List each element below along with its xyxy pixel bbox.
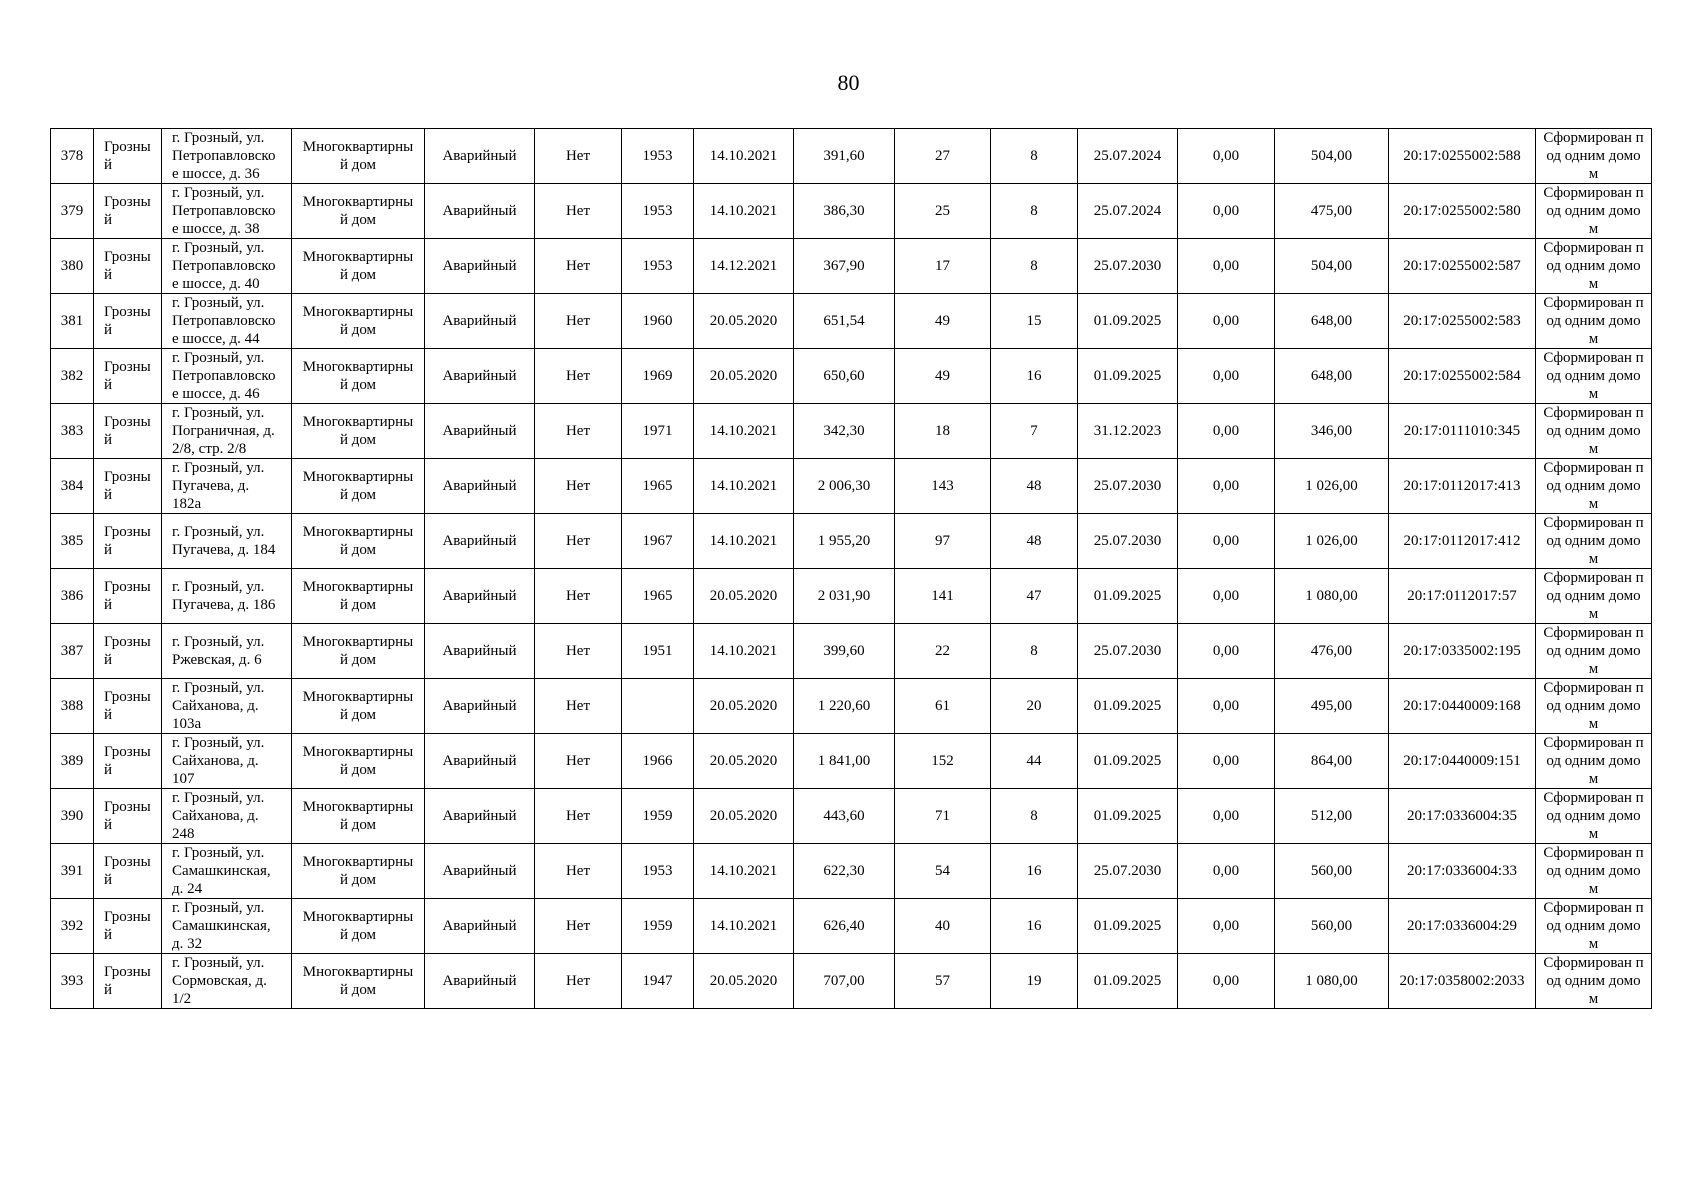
cadastral-number-cell: 20:17:0111010:345 xyxy=(1389,404,1536,459)
deadline-cell: 01.09.2025 xyxy=(1078,569,1178,624)
flag-cell: Нет xyxy=(535,569,622,624)
status-cell: Аварийный xyxy=(425,734,535,789)
value-a-cell: 0,00 xyxy=(1178,954,1275,1009)
area-cell: 399,60 xyxy=(794,624,895,679)
value-a-cell: 0,00 xyxy=(1178,569,1275,624)
recognition-date-cell: 14.10.2021 xyxy=(694,459,794,514)
year-cell: 1959 xyxy=(622,789,694,844)
flag-cell: Нет xyxy=(535,789,622,844)
cadastral-number-cell: 20:17:0255002:588 xyxy=(1389,129,1536,184)
residents-cell: 141 xyxy=(895,569,991,624)
deadline-cell: 25.07.2030 xyxy=(1078,514,1178,569)
table-row xyxy=(51,129,1652,184)
cadastral-number-cell: 20:17:0255002:587 xyxy=(1389,239,1536,294)
units-cell: 15 xyxy=(991,294,1078,349)
table-row xyxy=(51,789,1652,844)
recognition-date-cell: 20.05.2020 xyxy=(694,679,794,734)
city-cell: Грозный xyxy=(94,789,162,844)
status-cell: Аварийный xyxy=(425,294,535,349)
row-number: 381 xyxy=(51,294,94,349)
flag-cell: Нет xyxy=(535,514,622,569)
address-cell: г. Грозный, ул. Самашкинская, д. 24 xyxy=(162,844,292,899)
page-number: 80 xyxy=(837,70,860,95)
cadastral-number-cell: 20:17:0358002:2033 xyxy=(1389,954,1536,1009)
deadline-cell: 25.07.2030 xyxy=(1078,844,1178,899)
year-cell xyxy=(622,679,694,734)
value-b-cell: 560,00 xyxy=(1275,899,1389,954)
city-cell: Грозный xyxy=(94,349,162,404)
units-cell: 8 xyxy=(991,624,1078,679)
address-cell: г. Грозный, ул. Сайханова, д. 248 xyxy=(162,789,292,844)
note-cell: Сформирован под одним домом xyxy=(1536,899,1652,954)
value-a-cell: 0,00 xyxy=(1178,514,1275,569)
year-cell: 1965 xyxy=(622,459,694,514)
year-cell: 1959 xyxy=(622,899,694,954)
recognition-date-cell: 14.10.2021 xyxy=(694,899,794,954)
note-cell: Сформирован под одним домом xyxy=(1536,679,1652,734)
building-type-cell: Многоквартирный дом xyxy=(292,459,425,514)
area-cell: 626,40 xyxy=(794,899,895,954)
building-type-cell: Многоквартирный дом xyxy=(292,184,425,239)
table-row xyxy=(51,844,1652,899)
building-type-cell: Многоквартирный дом xyxy=(292,349,425,404)
table-row xyxy=(51,734,1652,789)
value-b-cell: 648,00 xyxy=(1275,294,1389,349)
area-cell: 367,90 xyxy=(794,239,895,294)
table-row xyxy=(51,184,1652,239)
note-cell: Сформирован под одним домом xyxy=(1536,294,1652,349)
value-b-cell: 1 026,00 xyxy=(1275,459,1389,514)
building-type-cell: Многоквартирный дом xyxy=(292,679,425,734)
flag-cell: Нет xyxy=(535,404,622,459)
cadastral-number-cell: 20:17:0440009:168 xyxy=(1389,679,1536,734)
residents-cell: 97 xyxy=(895,514,991,569)
city-cell: Грозный xyxy=(94,954,162,1009)
recognition-date-cell: 20.05.2020 xyxy=(694,954,794,1009)
address-cell: г. Грозный, ул. Пугачева, д. 184 xyxy=(162,514,292,569)
flag-cell: Нет xyxy=(535,239,622,294)
city-cell: Грозный xyxy=(94,734,162,789)
value-a-cell: 0,00 xyxy=(1178,679,1275,734)
residents-cell: 61 xyxy=(895,679,991,734)
value-b-cell: 1 080,00 xyxy=(1275,954,1389,1009)
area-cell: 650,60 xyxy=(794,349,895,404)
table-row xyxy=(51,954,1652,1009)
note-cell: Сформирован под одним домом xyxy=(1536,349,1652,404)
address-cell: г. Грозный, ул. Пугачева, д. 186 xyxy=(162,569,292,624)
status-cell: Аварийный xyxy=(425,184,535,239)
residents-cell: 57 xyxy=(895,954,991,1009)
recognition-date-cell: 20.05.2020 xyxy=(694,569,794,624)
status-cell: Аварийный xyxy=(425,679,535,734)
area-cell: 1 841,00 xyxy=(794,734,895,789)
units-cell: 44 xyxy=(991,734,1078,789)
year-cell: 1951 xyxy=(622,624,694,679)
deadline-cell: 01.09.2025 xyxy=(1078,899,1178,954)
note-cell: Сформирован под одним домом xyxy=(1536,404,1652,459)
table-row xyxy=(51,899,1652,954)
flag-cell: Нет xyxy=(535,624,622,679)
area-cell: 1 220,60 xyxy=(794,679,895,734)
units-cell: 8 xyxy=(991,789,1078,844)
status-cell: Аварийный xyxy=(425,899,535,954)
status-cell: Аварийный xyxy=(425,954,535,1009)
building-type-cell: Многоквартирный дом xyxy=(292,239,425,294)
residents-cell: 54 xyxy=(895,844,991,899)
address-cell: г. Грозный, ул. Пограничная, д. 2/8, стр. 2/8 xyxy=(162,404,292,459)
year-cell: 1960 xyxy=(622,294,694,349)
residents-cell: 25 xyxy=(895,184,991,239)
status-cell: Аварийный xyxy=(425,404,535,459)
address-cell: г. Грозный, ул. Сормовская, д. 1/2 xyxy=(162,954,292,1009)
flag-cell: Нет xyxy=(535,129,622,184)
units-cell: 20 xyxy=(991,679,1078,734)
year-cell: 1953 xyxy=(622,129,694,184)
row-number: 389 xyxy=(51,734,94,789)
row-number: 378 xyxy=(51,129,94,184)
value-a-cell: 0,00 xyxy=(1178,459,1275,514)
cadastral-number-cell: 20:17:0255002:584 xyxy=(1389,349,1536,404)
city-cell: Грозный xyxy=(94,239,162,294)
city-cell: Грозный xyxy=(94,844,162,899)
building-type-cell: Многоквартирный дом xyxy=(292,294,425,349)
building-type-cell: Многоквартирный дом xyxy=(292,404,425,459)
note-cell: Сформирован под одним домом xyxy=(1536,734,1652,789)
units-cell: 48 xyxy=(991,514,1078,569)
value-b-cell: 1 080,00 xyxy=(1275,569,1389,624)
value-a-cell: 0,00 xyxy=(1178,844,1275,899)
residents-cell: 71 xyxy=(895,789,991,844)
table-row xyxy=(51,679,1652,734)
year-cell: 1967 xyxy=(622,514,694,569)
deadline-cell: 01.09.2025 xyxy=(1078,954,1178,1009)
row-number: 382 xyxy=(51,349,94,404)
year-cell: 1969 xyxy=(622,349,694,404)
status-cell: Аварийный xyxy=(425,514,535,569)
flag-cell: Нет xyxy=(535,679,622,734)
deadline-cell: 01.09.2025 xyxy=(1078,349,1178,404)
deadline-cell: 31.12.2023 xyxy=(1078,404,1178,459)
residents-cell: 27 xyxy=(895,129,991,184)
value-a-cell: 0,00 xyxy=(1178,129,1275,184)
value-b-cell: 512,00 xyxy=(1275,789,1389,844)
value-b-cell: 864,00 xyxy=(1275,734,1389,789)
residents-cell: 49 xyxy=(895,349,991,404)
recognition-date-cell: 20.05.2020 xyxy=(694,294,794,349)
recognition-date-cell: 14.10.2021 xyxy=(694,404,794,459)
value-a-cell: 0,00 xyxy=(1178,184,1275,239)
deadline-cell: 01.09.2025 xyxy=(1078,294,1178,349)
status-cell: Аварийный xyxy=(425,789,535,844)
flag-cell: Нет xyxy=(535,899,622,954)
value-b-cell: 495,00 xyxy=(1275,679,1389,734)
building-type-cell: Многоквартирный дом xyxy=(292,514,425,569)
area-cell: 707,00 xyxy=(794,954,895,1009)
residents-cell: 18 xyxy=(895,404,991,459)
value-b-cell: 476,00 xyxy=(1275,624,1389,679)
cadastral-number-cell: 20:17:0440009:151 xyxy=(1389,734,1536,789)
recognition-date-cell: 14.10.2021 xyxy=(694,624,794,679)
table-row xyxy=(51,239,1652,294)
recognition-date-cell: 14.12.2021 xyxy=(694,239,794,294)
year-cell: 1953 xyxy=(622,184,694,239)
residents-cell: 17 xyxy=(895,239,991,294)
residents-cell: 49 xyxy=(895,294,991,349)
row-number: 380 xyxy=(51,239,94,294)
flag-cell: Нет xyxy=(535,844,622,899)
value-a-cell: 0,00 xyxy=(1178,789,1275,844)
deadline-cell: 25.07.2030 xyxy=(1078,624,1178,679)
year-cell: 1966 xyxy=(622,734,694,789)
value-a-cell: 0,00 xyxy=(1178,734,1275,789)
year-cell: 1947 xyxy=(622,954,694,1009)
status-cell: Аварийный xyxy=(425,459,535,514)
units-cell: 8 xyxy=(991,184,1078,239)
recognition-date-cell: 14.10.2021 xyxy=(694,514,794,569)
city-cell: Грозный xyxy=(94,624,162,679)
building-type-cell: Многоквартирный дом xyxy=(292,734,425,789)
year-cell: 1953 xyxy=(622,239,694,294)
flag-cell: Нет xyxy=(535,734,622,789)
city-cell: Грозный xyxy=(94,569,162,624)
cadastral-number-cell: 20:17:0255002:583 xyxy=(1389,294,1536,349)
value-a-cell: 0,00 xyxy=(1178,624,1275,679)
table-row xyxy=(51,459,1652,514)
table-body xyxy=(51,129,1652,1009)
units-cell: 48 xyxy=(991,459,1078,514)
value-a-cell: 0,00 xyxy=(1178,404,1275,459)
units-cell: 47 xyxy=(991,569,1078,624)
deadline-cell: 25.07.2024 xyxy=(1078,129,1178,184)
row-number: 390 xyxy=(51,789,94,844)
deadline-cell: 25.07.2024 xyxy=(1078,184,1178,239)
address-cell: г. Грозный, ул. Пугачева, д. 182а xyxy=(162,459,292,514)
table-row xyxy=(51,294,1652,349)
units-cell: 19 xyxy=(991,954,1078,1009)
building-type-cell: Многоквартирный дом xyxy=(292,844,425,899)
area-cell: 391,60 xyxy=(794,129,895,184)
row-number: 379 xyxy=(51,184,94,239)
value-a-cell: 0,00 xyxy=(1178,899,1275,954)
value-a-cell: 0,00 xyxy=(1178,349,1275,404)
residents-cell: 152 xyxy=(895,734,991,789)
address-cell: г. Грозный, ул. Петропавловское шоссе, д. 36 xyxy=(162,129,292,184)
row-number: 385 xyxy=(51,514,94,569)
value-a-cell: 0,00 xyxy=(1178,294,1275,349)
cadastral-number-cell: 20:17:0335002:195 xyxy=(1389,624,1536,679)
status-cell: Аварийный xyxy=(425,569,535,624)
cadastral-number-cell: 20:17:0112017:412 xyxy=(1389,514,1536,569)
flag-cell: Нет xyxy=(535,954,622,1009)
area-cell: 443,60 xyxy=(794,789,895,844)
recognition-date-cell: 20.05.2020 xyxy=(694,789,794,844)
units-cell: 8 xyxy=(991,129,1078,184)
year-cell: 1971 xyxy=(622,404,694,459)
housing-registry-table xyxy=(50,128,1652,1009)
address-cell: г. Грозный, ул. Самашкинская, д. 32 xyxy=(162,899,292,954)
units-cell: 16 xyxy=(991,899,1078,954)
address-cell: г. Грозный, ул. Петропавловское шоссе, д. 40 xyxy=(162,239,292,294)
flag-cell: Нет xyxy=(535,184,622,239)
note-cell: Сформирован под одним домом xyxy=(1536,239,1652,294)
recognition-date-cell: 14.10.2021 xyxy=(694,184,794,239)
flag-cell: Нет xyxy=(535,459,622,514)
row-number: 392 xyxy=(51,899,94,954)
note-cell: Сформирован под одним домом xyxy=(1536,129,1652,184)
table-row xyxy=(51,569,1652,624)
area-cell: 651,54 xyxy=(794,294,895,349)
status-cell: Аварийный xyxy=(425,624,535,679)
address-cell: г. Грозный, ул. Сайханова, д. 107 xyxy=(162,734,292,789)
area-cell: 386,30 xyxy=(794,184,895,239)
building-type-cell: Многоквартирный дом xyxy=(292,954,425,1009)
row-number: 393 xyxy=(51,954,94,1009)
year-cell: 1953 xyxy=(622,844,694,899)
row-number: 387 xyxy=(51,624,94,679)
address-cell: г. Грозный, ул. Сайханова, д. 103а xyxy=(162,679,292,734)
cadastral-number-cell: 20:17:0112017:57 xyxy=(1389,569,1536,624)
note-cell: Сформирован под одним домом xyxy=(1536,569,1652,624)
table-row xyxy=(51,349,1652,404)
row-number: 388 xyxy=(51,679,94,734)
building-type-cell: Многоквартирный дом xyxy=(292,129,425,184)
deadline-cell: 01.09.2025 xyxy=(1078,679,1178,734)
city-cell: Грозный xyxy=(94,679,162,734)
area-cell: 2 031,90 xyxy=(794,569,895,624)
table-row xyxy=(51,514,1652,569)
value-b-cell: 475,00 xyxy=(1275,184,1389,239)
cadastral-number-cell: 20:17:0336004:35 xyxy=(1389,789,1536,844)
address-cell: г. Грозный, ул. Петропавловское шоссе, д. 46 xyxy=(162,349,292,404)
units-cell: 8 xyxy=(991,239,1078,294)
note-cell: Сформирован под одним домом xyxy=(1536,954,1652,1009)
cadastral-number-cell: 20:17:0336004:29 xyxy=(1389,899,1536,954)
city-cell: Грозный xyxy=(94,184,162,239)
building-type-cell: Многоквартирный дом xyxy=(292,624,425,679)
note-cell: Сформирован под одним домом xyxy=(1536,514,1652,569)
value-b-cell: 504,00 xyxy=(1275,239,1389,294)
area-cell: 342,30 xyxy=(794,404,895,459)
value-b-cell: 346,00 xyxy=(1275,404,1389,459)
units-cell: 7 xyxy=(991,404,1078,459)
deadline-cell: 01.09.2025 xyxy=(1078,789,1178,844)
building-type-cell: Многоквартирный дом xyxy=(292,789,425,844)
building-type-cell: Многоквартирный дом xyxy=(292,569,425,624)
note-cell: Сформирован под одним домом xyxy=(1536,459,1652,514)
value-a-cell: 0,00 xyxy=(1178,239,1275,294)
recognition-date-cell: 20.05.2020 xyxy=(694,349,794,404)
deadline-cell: 25.07.2030 xyxy=(1078,239,1178,294)
status-cell: Аварийный xyxy=(425,129,535,184)
residents-cell: 22 xyxy=(895,624,991,679)
recognition-date-cell: 14.10.2021 xyxy=(694,844,794,899)
city-cell: Грозный xyxy=(94,514,162,569)
city-cell: Грозный xyxy=(94,404,162,459)
value-b-cell: 504,00 xyxy=(1275,129,1389,184)
deadline-cell: 25.07.2030 xyxy=(1078,459,1178,514)
value-b-cell: 648,00 xyxy=(1275,349,1389,404)
residents-cell: 143 xyxy=(895,459,991,514)
table-row xyxy=(51,624,1652,679)
year-cell: 1965 xyxy=(622,569,694,624)
city-cell: Грозный xyxy=(94,294,162,349)
status-cell: Аварийный xyxy=(425,349,535,404)
residents-cell: 40 xyxy=(895,899,991,954)
status-cell: Аварийный xyxy=(425,239,535,294)
cadastral-number-cell: 20:17:0112017:413 xyxy=(1389,459,1536,514)
row-number: 386 xyxy=(51,569,94,624)
value-b-cell: 1 026,00 xyxy=(1275,514,1389,569)
recognition-date-cell: 20.05.2020 xyxy=(694,734,794,789)
city-cell: Грозный xyxy=(94,899,162,954)
cadastral-number-cell: 20:17:0336004:33 xyxy=(1389,844,1536,899)
flag-cell: Нет xyxy=(535,294,622,349)
note-cell: Сформирован под одним домом xyxy=(1536,844,1652,899)
address-cell: г. Грозный, ул. Петропавловское шоссе, д. 38 xyxy=(162,184,292,239)
city-cell: Грозный xyxy=(94,459,162,514)
address-cell: г. Грозный, ул. Ржевская, д. 6 xyxy=(162,624,292,679)
status-cell: Аварийный xyxy=(425,844,535,899)
deadline-cell: 01.09.2025 xyxy=(1078,734,1178,789)
units-cell: 16 xyxy=(991,349,1078,404)
row-number: 391 xyxy=(51,844,94,899)
address-cell: г. Грозный, ул. Петропавловское шоссе, д. 44 xyxy=(162,294,292,349)
note-cell: Сформирован под одним домом xyxy=(1536,789,1652,844)
row-number: 384 xyxy=(51,459,94,514)
area-cell: 1 955,20 xyxy=(794,514,895,569)
note-cell: Сформирован под одним домом xyxy=(1536,624,1652,679)
row-number: 383 xyxy=(51,404,94,459)
table-row xyxy=(51,404,1652,459)
recognition-date-cell: 14.10.2021 xyxy=(694,129,794,184)
note-cell: Сформирован под одним домом xyxy=(1536,184,1652,239)
area-cell: 2 006,30 xyxy=(794,459,895,514)
building-type-cell: Многоквартирный дом xyxy=(292,899,425,954)
area-cell: 622,30 xyxy=(794,844,895,899)
cadastral-number-cell: 20:17:0255002:580 xyxy=(1389,184,1536,239)
value-b-cell: 560,00 xyxy=(1275,844,1389,899)
flag-cell: Нет xyxy=(535,349,622,404)
city-cell: Грозный xyxy=(94,129,162,184)
units-cell: 16 xyxy=(991,844,1078,899)
